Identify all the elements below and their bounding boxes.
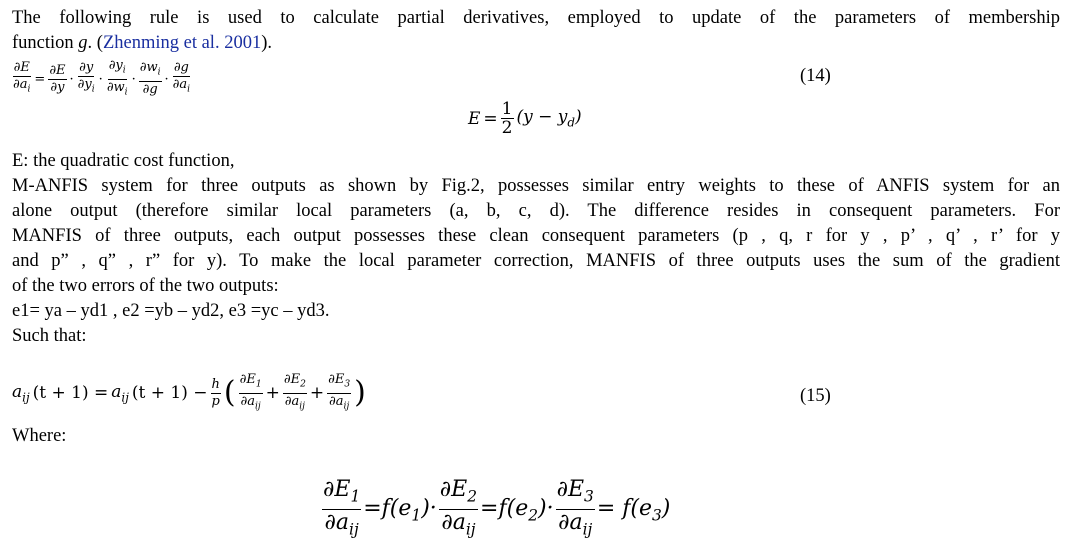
equation-15: $a_{ij}$ (t + 1) = $a_{ij}$ (t + 1) − $\frac{h}{p}$ ( $\frac{\partial E_1}{\partial a_{ij}}$ + $\frac{\partial E_2}{\partial a_{ij}}$ + $\frac{\partial E_3}{\partial a_{ij}}$ ) [12, 372, 366, 412]
equation-number-15: (15) [800, 386, 831, 406]
equation-cost: E = $\frac{1}{2}$ $(y - y_d)$ [468, 99, 582, 138]
citation-link[interactable]: Zhenming et al. 2001 [102, 33, 262, 53]
body-line-1: M-ANFIS system for three outputs as shown by Fig.2, possesses similar entry weights to these of ANFIS system for an [12, 176, 1060, 196]
where-label: Where: [12, 426, 67, 446]
intro-line-1: The following rule is used to calculate partial derivatives, employed to update of the parameters of membership [12, 8, 1060, 28]
intro-line-2: function g. (Zhenming et al. 2001). [12, 33, 272, 53]
body-line-5: of the two errors of the two outputs: [12, 276, 279, 296]
equation-14: $\frac{\partial E}{\partial a_i}$ = $\frac{\partial E}{\partial y}$ · $\frac{\partial y}{\partial y_i}$ · $\frac{\partial y_i}{\partial w_i}$ · $\frac{\partial w_i}{\partial g}$ · $\frac{\partial g}{\partial a_i}$ [13, 58, 191, 98]
body-line-2: alone output (therefore similar local parameters (a, b, c, d). The difference resides in consequent parameters. For [12, 201, 1060, 221]
body-line-3: MANFIS of three outputs, each output possesses these clean consequent parameters (p , q, r for y , p’ , q’ , r’ for y [12, 226, 1060, 246]
body-line-4: and p” , q” , r” for y). To make the local parameter correction, MANFIS of three outputs uses the sum of the gradient [12, 251, 1060, 271]
cost-function-definition: E: the quadratic cost function, [12, 151, 235, 171]
equation-number-14: (14) [800, 66, 831, 86]
such-that: Such that: [12, 326, 87, 346]
equation-gradients: $\frac{\partial E_1}{\partial a_{ij}}$ $=f(e_1)\cdot$ $\frac{\partial E_2}{\partial a_{ij}}$ $=f(e_2)\cdot$ $\frac{\partial E_3}{\partial a_{ij}}$ = $f(e_3)$ [323, 477, 671, 539]
error-definitions: e1= ya – yd1 , e2 =yb – yd2, e3 =yc – yd3. [12, 301, 330, 321]
